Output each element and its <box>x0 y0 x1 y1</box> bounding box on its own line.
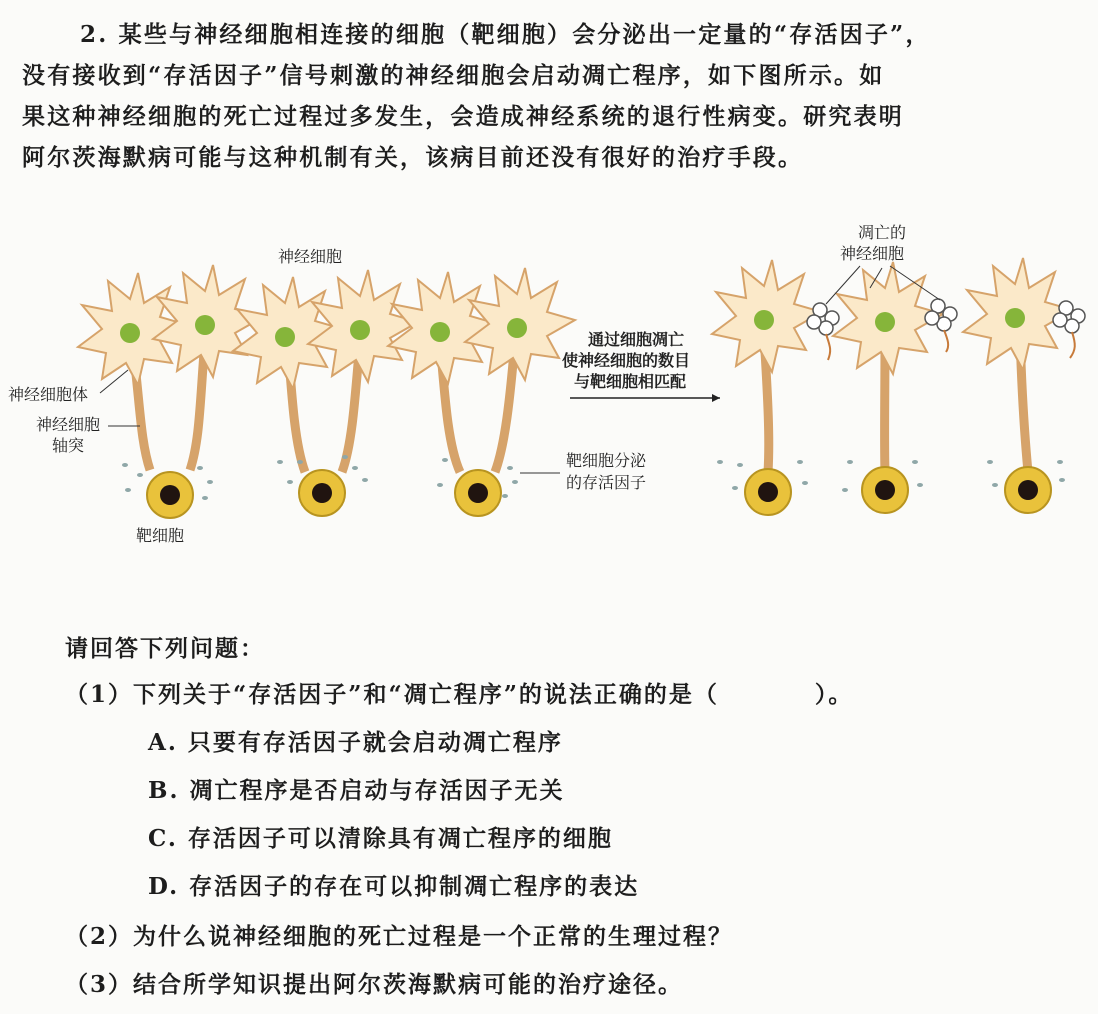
question-2: （2）为什么说神经细胞的死亡过程是一个正常的生理过程？ <box>65 923 734 950</box>
label-survival-factor-line2: 的存活因子 <box>566 473 647 492</box>
question-1-end: ）。 <box>814 681 854 708</box>
label-axon-line2: 轴突 <box>52 436 85 455</box>
intro-line-1: 2. 某些与神经细胞相连接的细胞（靶细胞）会分泌出一定量的“存活因子”， <box>80 21 931 48</box>
intro-line-3: 果这种神经细胞的死亡过程过多发生，会造成神经系统的退行性病变。研究表明 <box>22 103 904 130</box>
neuron-pairs <box>78 265 575 472</box>
label-axon-line1: 神经细胞 <box>36 415 101 434</box>
label-apoptotic-line1: 凋亡的 <box>858 223 907 242</box>
process-arrow <box>562 330 720 402</box>
arrow-text-line2: 使神经细胞的数目 <box>562 351 691 370</box>
arrow-text-line3: 与靶细胞相匹配 <box>574 372 687 391</box>
question-3: （3）结合所学知识提出阿尔茨海默病可能的治疗途径。 <box>65 971 684 998</box>
label-apoptotic-line2: 神经细胞 <box>840 244 905 263</box>
intro-line-4: 阿尔茨海默病可能与这种机制有关，该病目前还没有很好的治疗手段。 <box>22 144 804 171</box>
intro-line-2: 没有接收到“存活因子”信号刺激的神经细胞会启动凋亡程序，如下图所示。如 <box>22 62 885 89</box>
label-survival-factor-line1: 靶细胞分泌 <box>566 451 647 470</box>
arrow-text-line1: 通过细胞凋亡 <box>588 330 685 349</box>
question-1-text: （1）下列关于“存活因子”和“凋亡程序”的说法正确的是（ <box>65 681 719 708</box>
target-cells-left <box>147 470 501 518</box>
apoptotic-cell <box>925 299 957 352</box>
intro-paragraph <box>22 14 1082 178</box>
label-soma: 神经细胞体 <box>8 385 89 404</box>
neuron <box>308 270 418 472</box>
surviving-neurons <box>712 258 1073 472</box>
neuron <box>465 268 575 472</box>
option-b[interactable]: B. 凋亡程序是否启动与存活因子无关 <box>148 777 565 804</box>
apoptosis-diagram <box>0 200 1098 560</box>
question-1 <box>65 676 853 709</box>
label-neuron: 神经细胞 <box>278 247 343 266</box>
neuron <box>153 265 263 470</box>
option-a[interactable]: A. 只要有存活因子就会启动凋亡程序 <box>148 729 563 756</box>
option-d[interactable]: D. 存活因子的存在可以抑制凋亡程序的表达 <box>148 873 640 900</box>
option-c[interactable]: C. 存活因子可以清除具有凋亡程序的细胞 <box>148 825 613 852</box>
target-cells-right <box>745 467 1051 515</box>
label-target-cell: 靶细胞 <box>136 526 185 545</box>
questions-prompt: 请回答下列问题： <box>65 635 265 662</box>
